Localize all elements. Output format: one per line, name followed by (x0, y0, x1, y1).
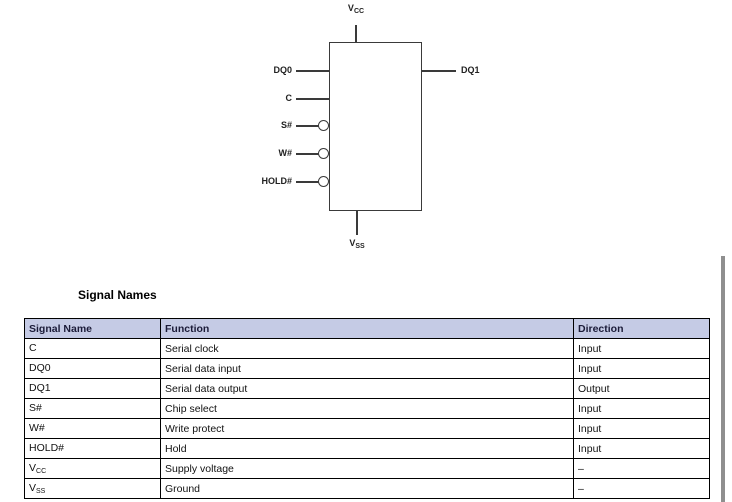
cell-direction: Input (574, 399, 710, 419)
cell-function: Serial data input (161, 359, 574, 379)
pin-line-dq1 (421, 70, 456, 72)
page-edge-line (721, 256, 725, 502)
table-row (25, 459, 710, 479)
vcc-pin-line (355, 25, 357, 42)
cell-signal: $V_{CC}$ (25, 459, 161, 479)
cell-direction: Input (574, 419, 710, 439)
cell-signal: DQ1 (25, 379, 161, 399)
pin-line-hold (296, 181, 319, 183)
cell-function: Ground (161, 479, 574, 499)
table-row (25, 339, 710, 359)
header-signal-name: Signal Name (25, 319, 161, 339)
table-row (25, 479, 710, 499)
pin-label-c: C (285, 93, 292, 103)
pin-line-w (296, 153, 319, 155)
cell-direction: – (574, 479, 710, 499)
table-row (25, 379, 710, 399)
pin-label-dq0: DQ0 (273, 65, 292, 75)
pin-line-dq0 (296, 70, 329, 72)
vcc-pin-label: $V_{CC}$ (347, 3, 365, 15)
cell-direction: Output (574, 379, 710, 399)
cell-signal: C (25, 339, 161, 359)
table-header-row (25, 319, 710, 339)
table-row (25, 419, 710, 439)
pin-line-s (296, 125, 319, 127)
cell-signal: DQ0 (25, 359, 161, 379)
cell-function: Serial clock (161, 339, 574, 359)
cell-function: Serial data output (161, 379, 574, 399)
pin-label-hold: HOLD# (261, 176, 292, 186)
chip-outline-box (329, 42, 422, 211)
vss-pin-line (356, 211, 358, 235)
cell-function: Write protect (161, 419, 574, 439)
cell-function: Chip select (161, 399, 574, 419)
cell-function: Hold (161, 439, 574, 459)
cell-signal: $V_{SS}$ (25, 479, 161, 499)
pin-label-dq1: DQ1 (461, 65, 480, 75)
signal-names-table (24, 318, 710, 499)
cell-signal: S# (25, 399, 161, 419)
pin-label-s: S# (280, 120, 292, 130)
header-function: Function (161, 319, 574, 339)
pin-label-w: W# (278, 148, 292, 158)
table-row (25, 439, 710, 459)
vss-pin-label: $V_{SS}$ (349, 238, 365, 250)
active-low-bubble-hold (318, 176, 329, 187)
header-direction: Direction (574, 319, 710, 339)
cell-signal: W# (25, 419, 161, 439)
cell-direction: Input (574, 339, 710, 359)
section-title: Signal Names (78, 288, 157, 302)
pin-line-c (296, 98, 329, 100)
active-low-bubble-s (318, 120, 329, 131)
cell-direction: Input (574, 439, 710, 459)
cell-function: Supply voltage (161, 459, 574, 479)
cell-signal: HOLD# (25, 439, 161, 459)
table-row (25, 359, 710, 379)
active-low-bubble-w (318, 148, 329, 159)
cell-direction: – (574, 459, 710, 479)
table-row (25, 399, 710, 419)
cell-direction: Input (574, 359, 710, 379)
